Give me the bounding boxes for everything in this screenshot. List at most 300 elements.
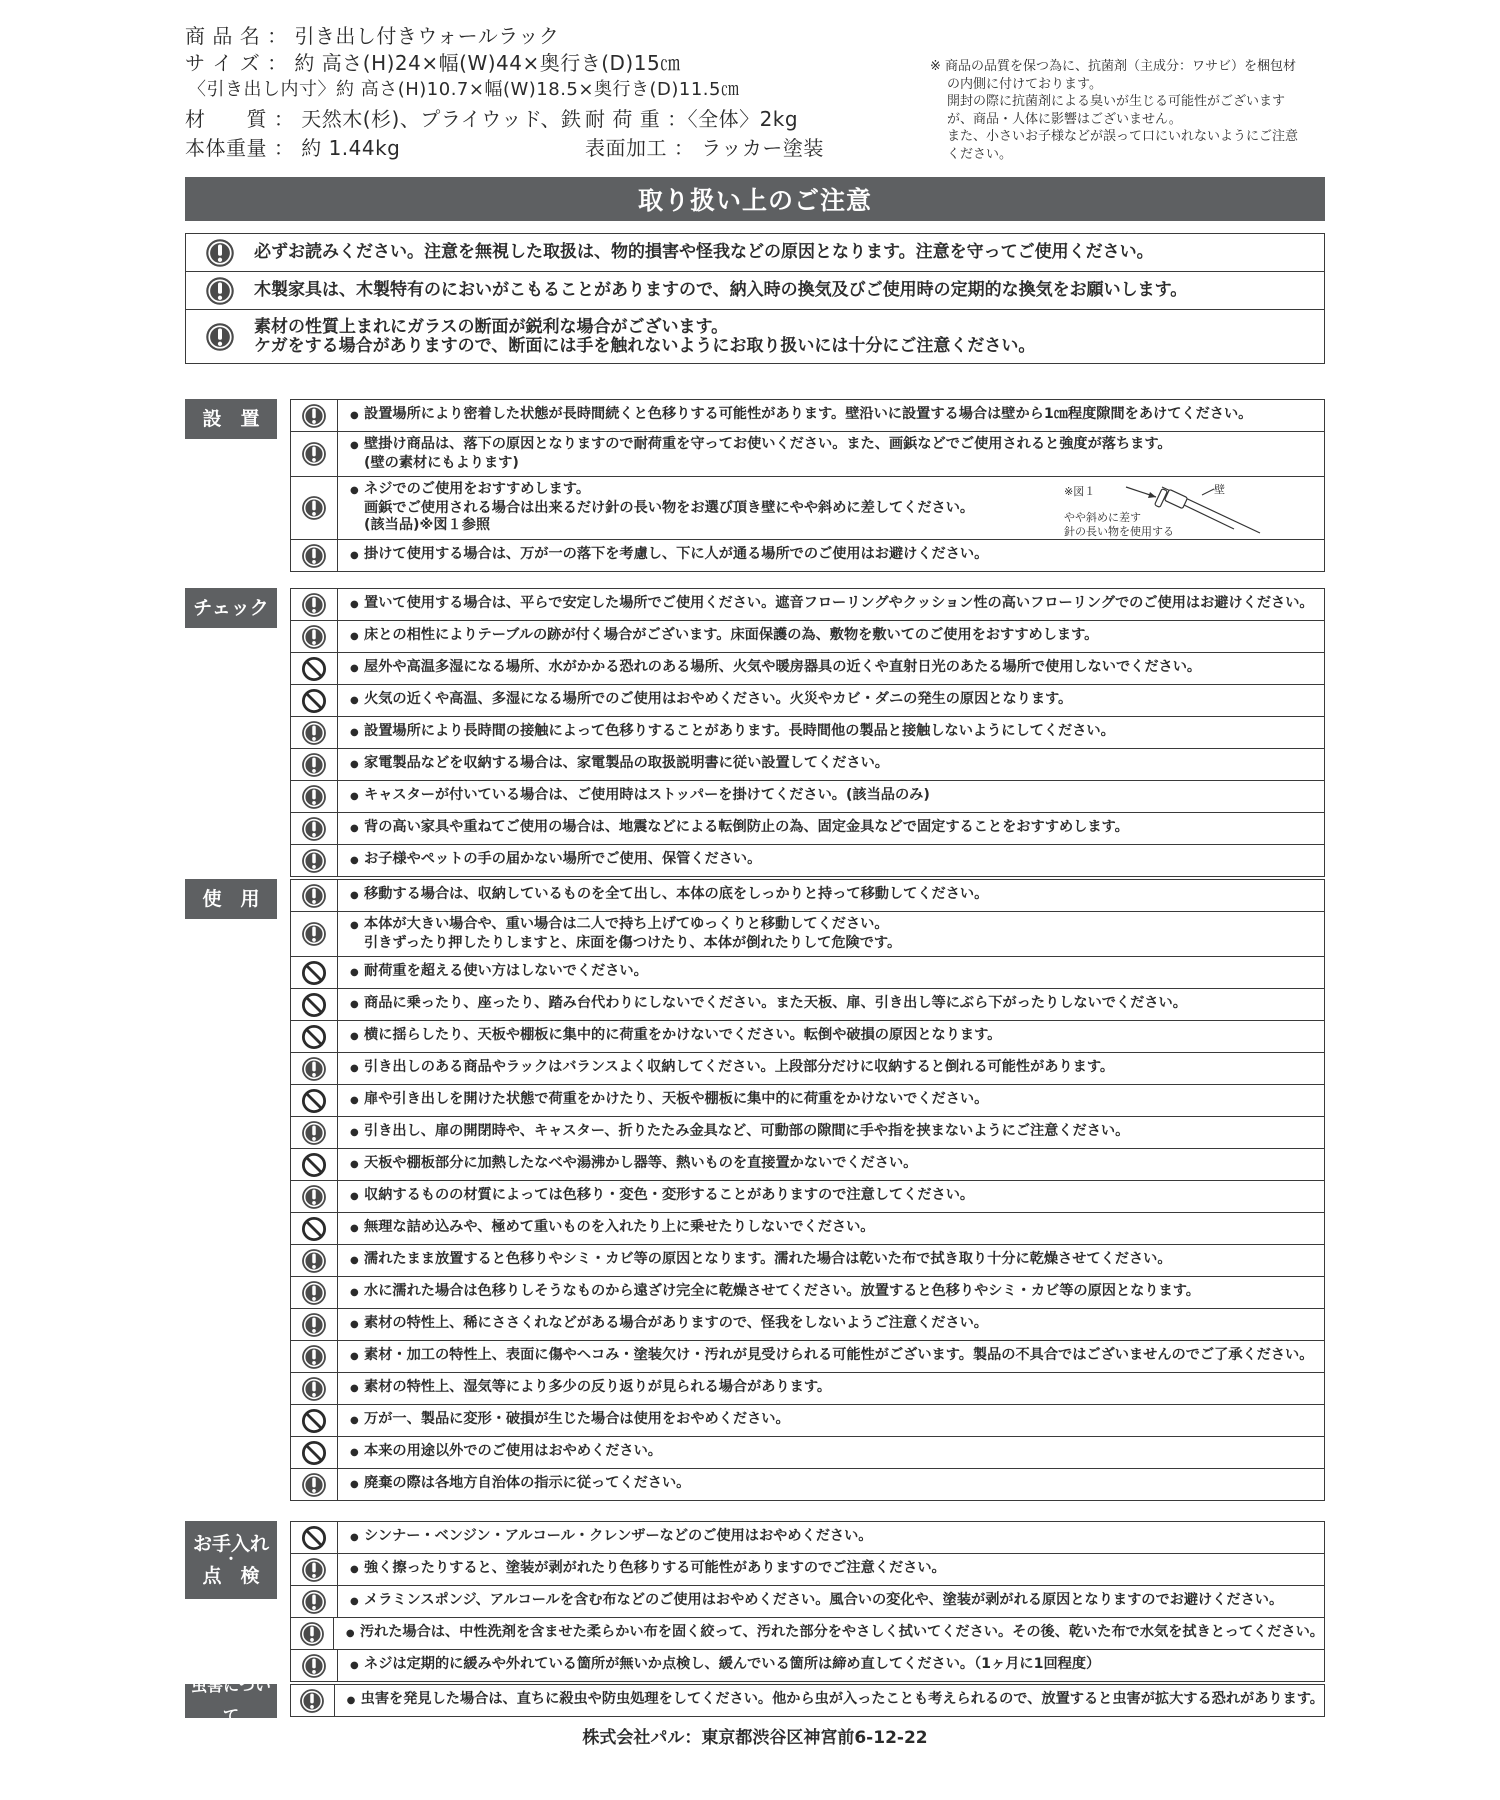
icon-cell	[291, 1021, 338, 1052]
notice-row	[291, 1213, 1324, 1245]
notice-line	[350, 1123, 1129, 1142]
caution-icon	[301, 784, 327, 810]
notice-text	[338, 691, 1072, 710]
notice-line	[350, 995, 1187, 1014]
notice-text	[338, 1411, 790, 1430]
notice-line-text: 素材の特性上、稀にささくれなどがある場合がありますので、怪我をしないようご注意ください。	[364, 1315, 988, 1332]
notice-row	[291, 1181, 1324, 1213]
bullet-icon: ●	[350, 1095, 359, 1107]
notice-line-text: 本体が大きい場合や、重い場合は二人で持ち上げてゆっくりと移動してください。	[364, 916, 889, 932]
notice-line	[350, 1475, 690, 1494]
product-specs	[185, 20, 1325, 165]
notice-line	[350, 1059, 1114, 1078]
notice-row	[291, 1149, 1324, 1181]
caution-icon	[299, 1621, 325, 1647]
notice-row	[291, 1469, 1324, 1500]
notice-line-text: 置いて使用する場合は、平らで安定した場所でご使用ください。遮音フローリングやクッション性の高いフローリングでのご使用はお避けください。	[364, 595, 1314, 612]
notice-row	[291, 1245, 1324, 1277]
notice-line	[350, 1155, 917, 1174]
prohibition-icon	[301, 656, 327, 682]
notice-line	[350, 723, 1115, 742]
caution-icon	[301, 1312, 327, 1338]
caution-icon	[301, 543, 327, 569]
icon-cell	[186, 238, 254, 268]
notice-text	[338, 1027, 1001, 1046]
notice-text	[338, 1592, 1283, 1611]
notice-line	[350, 1560, 946, 1579]
icon-cell	[291, 1341, 338, 1372]
notice-line-text: 濡れたまま放置すると色移りやシミ・カビ等の原因となります。濡れた場合は乾いた布で拭き取り十分に乾燥させてください。	[364, 1251, 1172, 1268]
prohibition-icon	[301, 1408, 327, 1434]
notice-text	[338, 1347, 1313, 1366]
general-warning-text	[254, 243, 1154, 262]
notice-row	[291, 1373, 1324, 1405]
icon-cell	[291, 1522, 338, 1553]
notice-line-text: 素材の特性上、湿気等により多少の反り返りが見られる場合があります。	[364, 1379, 832, 1396]
caution-icon	[301, 1589, 327, 1615]
prohibition-icon	[301, 1152, 327, 1178]
icon-cell	[291, 1277, 338, 1308]
warning-line: 必ずお読みください。注意を無視した取扱は、物的損害や怪我などの原因となります。注意を守ってご使用ください。	[254, 242, 1154, 262]
notice-text	[338, 916, 901, 952]
prohibition-icon	[301, 1440, 327, 1466]
caution-icon	[301, 624, 327, 650]
icon-cell	[291, 880, 338, 911]
notice-row	[291, 400, 1324, 432]
notice-text	[338, 1155, 917, 1174]
prohibition-icon	[301, 1088, 327, 1114]
notice-line-text: キャスターが付いている場合は、ご使用時はストッパーを掛けてください。(該当品のみ)	[364, 787, 930, 804]
notice-line-text: 家電製品などを収納する場合は、家電製品の取扱説明書に従い設置してください。	[364, 755, 889, 772]
notice-line-text: 収納するものの材質によっては色移り・変色・変形することがありますので注意してください。	[364, 1187, 975, 1204]
install-table	[290, 399, 1325, 572]
bullet-icon: ●	[350, 550, 359, 562]
notice-row	[291, 781, 1324, 813]
icon-cell	[291, 653, 338, 684]
notice-line	[350, 787, 930, 806]
section-label-check: チェック	[185, 588, 277, 628]
prohibition-icon	[301, 992, 327, 1018]
notice-row	[291, 653, 1324, 685]
notice-text	[338, 1219, 874, 1238]
caution-icon	[301, 1376, 327, 1402]
bullet-icon: ●	[350, 1191, 359, 1203]
icon-cell	[291, 1469, 338, 1500]
notice-line-text: 火気の近くや高温、多湿になる場所でのご使用はおやめください。火災やカビ・ダニの発生の原因となります。	[364, 691, 1073, 708]
notice-line	[350, 436, 1172, 455]
caution-icon	[301, 1120, 327, 1146]
icon-cell	[291, 589, 338, 620]
notice-text	[335, 1691, 1324, 1710]
icon-cell	[186, 276, 254, 306]
notice-line	[350, 1443, 662, 1462]
notice-line	[350, 1027, 1001, 1046]
general-warnings	[185, 233, 1325, 364]
care-label-line2: 点 検	[202, 1565, 260, 1587]
notice-text	[338, 1443, 662, 1462]
notice-text	[338, 755, 889, 774]
note-line: の内側に付けております。	[947, 76, 1102, 92]
spec-inner-size: 〈引き出し内寸〉約 高さ(H)10.7×幅(W)18.5×奥行き(D)11.5㎝	[188, 79, 740, 100]
notice-text	[338, 627, 1098, 646]
icon-cell	[291, 477, 338, 539]
notice-line-text: 本来の用途以外でのご使用はおやめください。	[364, 1443, 662, 1460]
notice-line-text: ネジでのご使用をおすすめします。	[364, 481, 591, 498]
notice-row	[291, 1117, 1324, 1149]
care-label-line1: お手入れ	[192, 1533, 269, 1555]
icon-cell	[291, 781, 338, 812]
notice-row	[291, 957, 1324, 989]
prohibition-icon	[301, 1525, 327, 1551]
notice-line-text: 万が一、製品に変形・破損が生じた場合は使用をおやめください。	[364, 1411, 790, 1428]
notice-text	[334, 1624, 1324, 1643]
notice-line	[350, 1187, 974, 1206]
note-line: 開封の際に抗菌剤による臭いが生じる可能性がございます	[947, 94, 1286, 109]
notice-line-text: 引き出しのある商品やラックはバランスよく収納してください。上段部分だけに収納すると倒れる可能性があります。	[364, 1059, 1115, 1076]
icon-cell	[291, 1181, 338, 1212]
notice-text	[338, 787, 930, 806]
caution-icon	[301, 752, 327, 778]
icon-cell	[291, 717, 338, 748]
icon-cell	[291, 1309, 338, 1340]
bullet-icon: ●	[350, 967, 359, 979]
icon-cell	[291, 1405, 338, 1436]
notice-line-text: 扉や引き出しを開けた状態で荷重をかけたり、天板や棚板に集中的に荷重をかけないでください。	[364, 1091, 989, 1108]
bullet-icon: ●	[350, 1415, 359, 1427]
notice-row	[291, 1405, 1324, 1437]
notice-line	[350, 1379, 831, 1398]
notice-line-text: 耐荷重を超える使い方はしないでください。	[364, 963, 648, 980]
prohibition-icon	[301, 688, 327, 714]
bullet-icon: ●	[350, 791, 359, 803]
page-title: 取り扱い上のご注意	[185, 177, 1325, 221]
caution-icon	[301, 816, 327, 842]
bullet-icon: ●	[350, 759, 359, 771]
notice-line-text: 設置場所により長時間の接触によって色移りすることがあります。長時間他の製品と接触しないようにしてください。	[364, 723, 1115, 740]
bullet-icon: ●	[350, 1660, 359, 1672]
warning-line: 木製家具は、木製特有のにおいがこもることがありますので、納入時の換気及びご使用時の定期的な換気をお願いします。	[254, 280, 1188, 300]
notice-line-text: 水に濡れた場合は色移りしそうなものから遠ざけ完全に乾燥させてください。放置すると色移りやシミ・カビ等の原因となります。	[364, 1283, 1200, 1300]
notice-line-text: 背の高い家具や重ねてご使用の場合は、地震などによる転倒防止の為、固定金具などで固定することをおすすめします。	[364, 819, 1129, 836]
notice-line	[347, 1691, 1324, 1710]
bullet-icon: ●	[350, 1223, 359, 1235]
notice-line-text: 商品に乗ったり、座ったり、踏み台代わりにしないでください。また天板、扉、引き出し等にぶら下がったりしないでください。	[364, 995, 1187, 1012]
icon-cell	[291, 400, 338, 431]
notice-line	[350, 595, 1314, 614]
prohibition-icon	[301, 960, 327, 986]
notice-line-text: ネジは定期的に緩みや外れている箇所が無いか点検し、緩んでいる箇所は締め直してください。（1ヶ月に1回程度）	[364, 1656, 1101, 1673]
bullet-icon: ●	[345, 1628, 355, 1640]
general-warning-text	[254, 318, 1035, 356]
notice-row	[291, 1085, 1324, 1117]
caution-icon	[301, 848, 327, 874]
prohibition-icon	[301, 1024, 327, 1050]
general-warning-row	[186, 272, 1324, 310]
notice-row	[291, 1341, 1324, 1373]
bullet-icon: ●	[350, 920, 359, 931]
bullet-icon: ●	[350, 890, 359, 902]
care-table	[290, 1521, 1325, 1682]
bullet-icon: ●	[350, 631, 359, 643]
figure-wall-label: 壁	[1214, 483, 1225, 496]
notice-line-text: 壁掛け商品は、落下の原因となりますので耐荷重を守ってお使いください。また、画鋲などでご使用されると強度が落ちます。	[364, 436, 1172, 452]
bullet-icon: ●	[350, 1383, 359, 1395]
notice-text	[338, 1091, 988, 1110]
notice-text	[338, 886, 988, 905]
notice-text	[338, 723, 1115, 742]
icon-cell	[186, 322, 254, 352]
notice-row	[291, 1685, 1324, 1716]
care-label-dot: ・	[224, 1552, 238, 1568]
notice-text	[338, 1283, 1200, 1302]
bullet-icon: ●	[350, 1447, 359, 1459]
icon-cell	[291, 845, 338, 876]
icon-cell	[291, 1149, 338, 1180]
notice-row	[291, 1522, 1324, 1554]
notice-line-text: 横に揺らしたり、天板や棚板に集中的に荷重をかけないでください。転倒や破損の原因となります。	[364, 1027, 1002, 1044]
section-label-care	[185, 1521, 277, 1599]
notice-row	[291, 1586, 1324, 1618]
notice-line	[350, 546, 988, 565]
notice-line-text: 屋外や高温多湿になる場所、水がかかる恐れのある場所、火気や暖房器具の近くや直射日光のあたる場所で使用しないでください。	[364, 659, 1202, 676]
icon-cell	[291, 813, 338, 844]
icon-cell	[291, 912, 338, 956]
notice-row	[291, 1277, 1324, 1309]
notice-text	[338, 963, 648, 982]
spec-finish: 表面加工 ： ラッカー塗装	[585, 136, 824, 160]
section-label-use: 使 用	[185, 879, 277, 919]
bullet-icon: ●	[350, 1031, 359, 1043]
check-table	[290, 588, 1325, 877]
bullet-icon: ●	[350, 1351, 359, 1363]
notice-line	[350, 1219, 874, 1238]
notice-text	[338, 1656, 1100, 1675]
notice-row	[291, 845, 1324, 876]
notice-line	[350, 691, 1072, 710]
notice-text	[338, 851, 761, 870]
notice-text	[338, 1187, 974, 1206]
bullet-icon: ●	[350, 599, 359, 611]
notice-line-text: 虫害を発見した場合は、直ちに殺虫や防虫処理をしてください。他から虫が入ったことも考えられるので、放置すると虫害が拡大する恐れがあります。	[360, 1691, 1324, 1708]
notice-line	[350, 819, 1129, 838]
notice-row	[291, 685, 1324, 717]
icon-cell	[291, 1373, 338, 1404]
notice-text	[338, 595, 1314, 614]
caution-icon	[301, 441, 327, 467]
notice-line-continued: (壁の素材にもよります)	[364, 454, 519, 471]
notice-row	[291, 621, 1324, 653]
icon-cell	[291, 1213, 338, 1244]
caution-icon	[301, 403, 327, 429]
caution-icon	[301, 921, 327, 947]
notice-text	[338, 1475, 690, 1494]
notice-line-text: 設置場所により密着した状態が長時間続くと色移りする可能性があります。壁沿いに設置する場合は壁から1㎝程度隙間をあけてください。	[364, 406, 1253, 423]
caution-icon	[301, 1344, 327, 1370]
notice-line-continued: (該当品)※図１参照	[364, 517, 491, 534]
caution-icon	[301, 1184, 327, 1210]
icon-cell	[291, 1117, 338, 1148]
caution-icon	[301, 1248, 327, 1274]
caution-icon	[299, 1688, 325, 1714]
notice-text	[338, 1251, 1172, 1270]
bullet-icon: ●	[350, 1596, 359, 1608]
notice-line	[350, 1347, 1313, 1366]
icon-cell	[291, 685, 338, 716]
notice-row	[291, 540, 1324, 571]
notice-line	[350, 963, 648, 982]
notice-text	[338, 819, 1129, 838]
notice-line-text: 廃棄の際は各地方自治体の指示に従ってください。	[364, 1475, 691, 1492]
notice-line	[350, 406, 1252, 425]
bullet-icon: ●	[350, 695, 359, 707]
caution-icon	[301, 720, 327, 746]
notice-line	[350, 659, 1201, 678]
notice-row	[291, 1650, 1324, 1681]
notice-line-text: 床との相性によりテーブルの跡が付く場合がございます。床面保護の為、敷物を敷いてのご使用をおすすめします。	[364, 627, 1099, 644]
notice-row	[291, 717, 1324, 749]
notice-line	[350, 481, 974, 500]
note-line: ください。	[947, 146, 1013, 162]
spec-material: 材 質 ： 天然木(杉)、プライウッド、鉄	[185, 107, 582, 131]
icon-cell	[291, 1245, 338, 1276]
notice-line	[350, 851, 761, 870]
icon-cell	[291, 1618, 334, 1649]
notice-line	[350, 1251, 1172, 1270]
notice-line-text: シンナー・ベンジン・アルコール・クレンザーなどのご使用はおやめください。	[364, 1528, 873, 1545]
notice-line	[350, 1091, 988, 1110]
icon-cell	[291, 749, 338, 780]
section-label-pest: 虫害について	[185, 1684, 277, 1718]
icon-cell	[291, 1586, 338, 1617]
notice-line-text: メラミンスポンジ、アルコールを含む布などのご使用はおやめください。風合いの変化や、塗装が剥がれる原因となりますのでお避けください。	[364, 1592, 1284, 1609]
notice-text	[338, 481, 974, 535]
notice-text	[338, 1528, 872, 1547]
pushpin-icon	[1124, 483, 1264, 537]
notice-line-continued: 画鋲でご使用される場合は出来るだけ針の長い物をお選び頂き壁にやや斜めに差してください。	[364, 499, 975, 516]
notice-text	[338, 546, 988, 565]
icon-cell	[291, 1650, 338, 1681]
notice-row	[291, 1618, 1324, 1650]
bullet-icon: ●	[350, 1319, 359, 1331]
notice-line	[350, 627, 1098, 646]
notice-line	[350, 1528, 872, 1547]
notice-text	[338, 995, 1187, 1014]
notice-line	[350, 886, 988, 905]
notice-line-text: 移動する場合は、収納しているものを全て出し、本体の底をしっかりと持って移動してください。	[364, 886, 989, 903]
caution-icon	[301, 1653, 327, 1679]
general-warning-row	[186, 234, 1324, 272]
notice-text	[338, 436, 1172, 472]
notice-row	[291, 589, 1324, 621]
notice-line-text: 強く擦ったりすると、塗装が剥がれたり色移りする可能性がありますのでご注意ください。	[364, 1560, 946, 1577]
notice-line-text: 掛けて使用する場合は、万が一の落下を考慮し、下に人が通る場所でのご使用はお避けください。	[364, 546, 989, 563]
general-warning-row	[186, 310, 1324, 363]
note-line: が、商品・人体に影響はございません。	[947, 111, 1182, 127]
icon-cell	[291, 1053, 338, 1084]
notice-row	[291, 1309, 1324, 1341]
notice-line-continued: 引きずったり押したりしますと、床面を傷つけたり、本体が倒れたりして危険です。	[364, 934, 902, 951]
caution-icon	[205, 238, 235, 268]
bullet-icon: ●	[350, 1287, 359, 1299]
notice-text	[338, 1059, 1114, 1078]
caution-icon	[301, 1280, 327, 1306]
caution-icon	[301, 1056, 327, 1082]
notice-line	[350, 1656, 1100, 1675]
notice-line	[346, 1624, 1324, 1643]
notice-line	[350, 916, 901, 935]
caution-icon	[205, 276, 235, 306]
warning-line: 素材の性質上まれにガラスの断面が鋭利な場合がございます。	[254, 316, 729, 337]
bullet-icon: ●	[350, 1127, 359, 1139]
notice-row	[291, 989, 1324, 1021]
caution-icon	[301, 1557, 327, 1583]
notice-line-text: 天板や棚板部分に加熱したなべや湯沸かし器等、熱いものを直接置かないでください。	[364, 1155, 918, 1172]
figure-caption: 針の長い物を使用する	[1064, 525, 1174, 538]
spec-size: サ イ ズ ： 約 高さ(H)24×幅(W)44×奥行き(D)15㎝	[185, 51, 681, 75]
bullet-icon: ●	[346, 1695, 356, 1707]
caution-icon	[301, 592, 327, 618]
notice-row	[291, 432, 1324, 477]
warning-line: ケガをする場合がありますので、断面には手を触れないようにお取り扱いには十分にご注意ください。	[254, 335, 1036, 356]
notice-line-text: 引き出し、扉の開閉時や、キャスター、折りたたみ金具など、可動部の隙間に手や指を挟まないようにご注意ください。	[364, 1123, 1130, 1140]
icon-cell	[291, 1437, 338, 1468]
bullet-icon: ●	[350, 1479, 359, 1491]
notice-row	[291, 1053, 1324, 1085]
antibacterial-note	[930, 58, 1330, 163]
notice-text	[338, 1560, 946, 1579]
bullet-icon: ●	[350, 999, 359, 1011]
spec-load: 耐 荷 重 ：〈全体〉2kg	[585, 107, 799, 131]
notice-row	[291, 880, 1324, 912]
bullet-icon: ●	[350, 855, 359, 867]
notice-line-text: 素材・加工の特性上、表面に傷やヘコみ・塗装欠け・汚れが見受けられる可能性がございます。製品の不具合ではございませんのでご了承ください。	[364, 1347, 1314, 1364]
icon-cell	[291, 432, 338, 476]
spec-product-name: 商 品 名 ： 引き出し付きウォールラック	[185, 24, 560, 48]
caution-icon	[301, 1472, 327, 1498]
notice-line	[350, 1283, 1200, 1302]
notice-line	[350, 1592, 1283, 1611]
caution-icon	[205, 322, 235, 352]
notice-text	[338, 1315, 988, 1334]
bullet-icon: ●	[350, 440, 359, 451]
notice-row	[291, 1554, 1324, 1586]
figure-caption: やや斜めに差す	[1064, 511, 1141, 524]
notice-text	[338, 1123, 1129, 1142]
icon-cell	[291, 1085, 338, 1116]
use-table	[290, 879, 1325, 1501]
notice-row	[291, 477, 1324, 540]
icon-cell	[291, 621, 338, 652]
notice-text	[338, 406, 1252, 425]
notice-line	[350, 755, 889, 774]
bullet-icon: ●	[350, 1063, 359, 1075]
caution-icon	[301, 883, 327, 909]
notice-row	[291, 813, 1324, 845]
notice-line-text: 無理な詰め込みや、極めて重いものを入れたり上に乗せたりしないでください。	[364, 1219, 875, 1236]
notice-text	[338, 1379, 831, 1398]
bullet-icon: ●	[350, 1532, 359, 1544]
bullet-icon: ●	[350, 663, 359, 675]
pushpin-figure	[1064, 481, 1264, 537]
notice-row	[291, 1021, 1324, 1053]
general-warning-text	[254, 281, 1187, 300]
notice-text	[338, 659, 1201, 678]
notice-line-text: お子様やペットの手の届かない場所でご使用、保管ください。	[364, 851, 762, 868]
figure-ref: ※図１	[1064, 485, 1096, 498]
section-label-install: 設 置	[185, 399, 277, 439]
notice-line-text: 汚れた場合は、中性洗剤を含ませた柔らかい布を固く絞って、汚れた部分をやさしく拭いてください。その後、乾いた布で水気を拭きとってください。	[359, 1624, 1324, 1641]
caution-icon	[301, 495, 327, 521]
